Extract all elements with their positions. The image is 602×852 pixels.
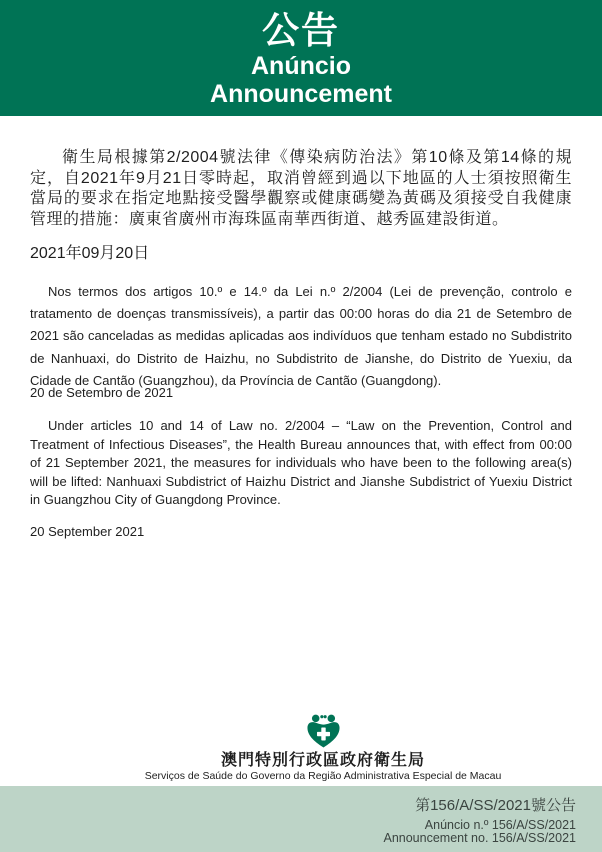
reference-number-en: Announcement no. 156/A/SS/2021 xyxy=(383,831,576,845)
reference-numbers xyxy=(383,796,576,845)
date-pt: 20 de Setembro de 2021 xyxy=(30,385,174,400)
body-paragraph-zh: 衛生局根據第2/2004號法律《傳染病防治法》第10條及第14條的規定，自2021年9月21日零時起，取消曾經到過以下地區的人士須按照衛生當局的要求在指定地點接受醫學觀察或健康碼變為黃碼及須接受自我健康管理的措施：廣東省廣州市海珠區南華西街道、越秀區建設街道。 xyxy=(30,149,572,228)
bureau-signature-block xyxy=(22,712,602,782)
page-title-zh: 公告 xyxy=(262,10,340,51)
bureau-name-pt: Serviços de Saúde do Governo da Região Administrativa Especial de Macau xyxy=(144,770,502,782)
page-title-en: Announcement xyxy=(210,80,392,108)
page-title-pt: Anúncio xyxy=(251,52,351,80)
title-banner xyxy=(0,0,602,116)
reference-number-pt: Anúncio n.º 156/A/SS/2021 xyxy=(424,818,576,832)
bureau-name-zh: 澳門特別行政區政府衛生局 xyxy=(220,752,425,769)
date-en: 20 September 2021 xyxy=(30,524,145,539)
health-bureau-heart-cross-logo-icon xyxy=(307,712,340,750)
reference-number-zh: 第156/A/SS/2021號公告 xyxy=(415,797,576,814)
date-zh: 2021年09月20日 xyxy=(30,245,150,262)
body-paragraph-en: Under articles 10 and 14 of Law no. 2/2004 – “Law on the Prevention, Control and Treatment of Infectious Diseases”, the Health Bureau announces that, with effect from 00:00 of 21 September 2021, the measures for individuals who have been to the following area(s) will be lifted: Nanhuaxi Subdistrict of Haizhu District and Jianshe Subdistrict of Yuexiu District in Guangzhou City of Guangdong Province. xyxy=(30,418,572,507)
reference-bar xyxy=(0,786,602,852)
body-paragraph-pt: Nos termos dos artigos 10.º e 14.º da Lei n.º 2/2004 (Lei de prevenção, controlo e tratamento de doenças transmissíveis), a partir das 00:00 horas do dia 21 de Setembro de 2021 são canceladas as medidas aplicadas aos indivíduos que tenham estado no Subdistrito de Nanhuaxi, do Distrito de Haizhu, no Subdistrito de Jianshe, do Distrito de Yuexiu, da Cidade de Cantão (Guangzhou), da Província de Cantão (Guangdong). xyxy=(30,284,572,388)
